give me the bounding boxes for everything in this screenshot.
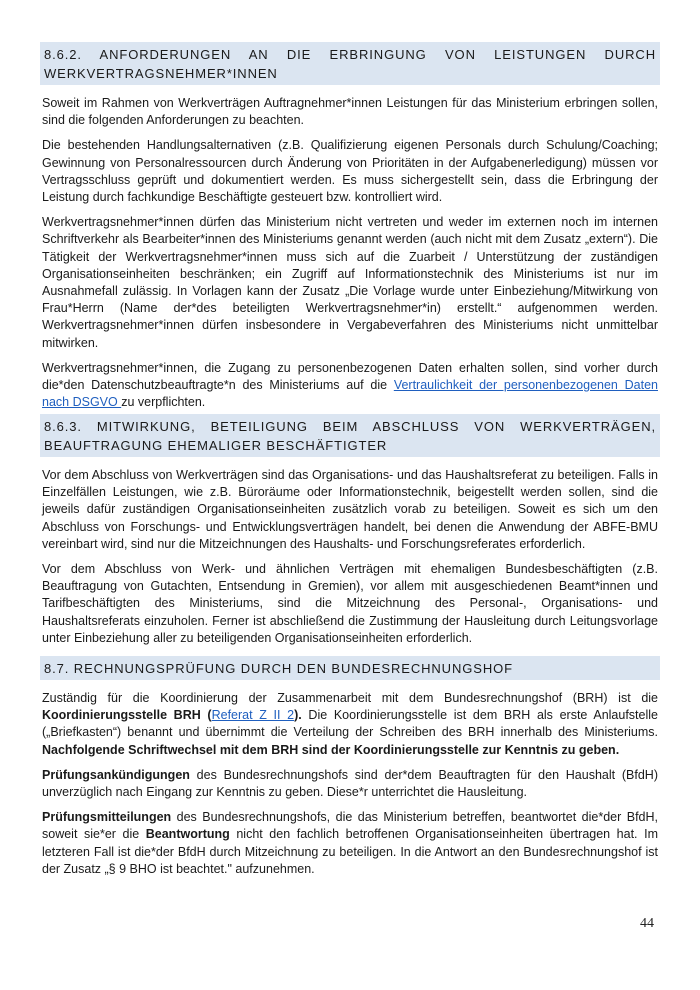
bold-text: Koordinierungsstelle BRH (: [42, 708, 212, 723]
paragraph: Vor dem Abschluss von Werkverträgen sind das Organisations- und das Haushaltsreferat zu beteiligen. Falls in Einzelfällen Leistungen, wie z.B. Büroräume oder Informationstechnik, beigestellt werden sollen, sind die jeweils dafür zuständigen Organisationseinheiten zusätzlich vorab zu beteiligen. Soweit es sich um den Abschluss von Forschungs- und Entwicklungsverträgen handelt, bei denen die Anwendung der ABFE-BMU vereinbart wird, sind nur die Mitzeichnungen des Haushalts- und Forschungsreferates erforderlich.: [42, 468, 658, 551]
paragraph-text: Die Koordinierungsstelle ist dem BRH als erste Anlaufstelle („Briefkasten“) benannt und übernimmt die Verteilung der Schreiben des BRH innerhalb des Ministeriums.: [42, 708, 658, 740]
paragraph: Werkvertragsnehmer*innen dürfen das Ministerium nicht vertreten und weder im externen noch im internen Schriftverkehr als Bearbeiter*innen des Ministeriums genannt werden (auch nicht mit dem Zusatz „extern“). Die Tätigkeit der Werkvertragsnehmer*innen muss sich auf die Zuarbeit / Unterstützung der zuständigen Organisationseinheiten beschränken; ein Zugriff auf Informationstechnik des Ministeriums ist nur im Ausnahmefall zulässig. In Vorlagen kann der Zusatz „Die Vorlage wurde unter Einbeziehung/Mitwirkung von Frau*Herrn (Name der*des beteiligten Werkvertragsnehmer*in) erstellt.“ aufgenommen werden. Werkvertragsnehmer*innen dürfen insbesondere in Vergabeverfahren des Ministeriums nicht unmittelbar mitwirken.: [42, 215, 658, 350]
bold-text: Nachfolgende Schriftwechsel mit dem BRH sind der Koordinierungsstelle zur Kenntnis zu geben.: [42, 742, 620, 757]
bold-text: ).: [294, 708, 302, 723]
section-heading: 8.7. RECHNUNGSPRÜFUNG DURCH DEN BUNDESRECHNUNGSHOF: [40, 656, 660, 680]
paragraph-text: des Bundesrechnungshofs, die das Ministerium betreffen, beantwortet die*der BfdH, soweit sie*er die: [42, 810, 658, 842]
paragraph-text: nicht den fachlich betroffenen Organisationseinheiten übertragen hat. Im letzteren Fall ist die*der BfdH durch Mitzeichnung zu beteiligen. In die Antwort an den Bundesrechnungshof ist der Zusatz „§ 9 BHO ist beachtet." aufzunehmen.: [42, 827, 658, 876]
dsgvo-link[interactable]: Vertraulichkeit der personenbezogenen Daten nach DSGVO: [42, 378, 658, 410]
paragraph: [40, 360, 660, 412]
section-8-7: [40, 656, 660, 878]
section-8-6-3: [40, 414, 660, 647]
section-heading: 8.6.2. ANFORDERUNGEN AN DIE ERBRINGUNG VON LEISTUNGEN DURCH WERKVERTRAGSNEHMER*INNEN: [40, 42, 660, 85]
paragraph-text: Werkvertragsnehmer*innen, die Zugang zu personenbezogenen Daten erhalten sollen, sind vorher durch die*den Datenschutzbeauftragte*n des Ministeriums auf die: [42, 360, 658, 393]
paragraph-text: des Bundesrechnungshofs sind der*dem Beauftragten für den Haushalt (BfdH) unverzüglich nach Eingang zur Kenntnis zu geben. Diese*r unterrichtet die Hausleitung.: [42, 767, 658, 800]
referat-z-ii-2-link[interactable]: Referat Z II 2: [211, 708, 295, 723]
page-number: 44: [640, 916, 654, 931]
paragraph: Die bestehenden Handlungsalternativen (z.B. Qualifizierung eigenen Personals durch Schulung/Coaching; Gewinnung von Personalressourcen durch Änderung von Prioritäten in der Aufgabenerledigung) müssen vor Vertragsschluss geprüft und dokumentiert werden. Es muss sichergestellt sein, dass die Erbringung der Leistung durch fachkundige Beschäftigte gesteuert bzw. kontrolliert wird.: [42, 138, 658, 205]
bold-text: Prüfungsankündigungen: [42, 767, 190, 782]
paragraph-text: Zuständig für die Koordinierung der Zusammenarbeit mit dem Bundesrechnungshof (BRH) ist die: [42, 691, 658, 705]
bold-text: Beantwortung: [145, 827, 230, 842]
paragraph: Vor dem Abschluss von Werk- und ähnlichen Verträgen mit ehemaligen Bundesbeschäftigten (z.B. Beauftragung von Gutachten, Entsendung in Gremien), vor allem mit ausgeschiedenen Beamt*innen und Tarifbeschäftigten des Ministeriums, sind die Mitzeichnung des Personal-, Organisations- und Haushaltsreferats einzuholen. Ferner ist abschließend die Zustimmung der Hausleitung durch Leitungsvorlage unter Einbeziehung aller zu beteiligenden Organisationseinheiten erforderlich.: [42, 562, 658, 645]
paragraph: Soweit im Rahmen von Werkverträgen Auftragnehmer*innen Leistungen für das Ministerium erbringen sollen, sind die folgenden Anforderungen zu beachten.: [42, 96, 658, 128]
paragraph: [40, 809, 660, 878]
bold-text: Prüfungsmitteilungen: [42, 810, 172, 825]
paragraph: [40, 767, 660, 801]
section-8-6-2: [40, 42, 660, 411]
section-heading: 8.6.3. MITWIRKUNG, BETEILIGUNG BEIM ABSCHLUSS VON WERKVERTRÄGEN, BEAUFTRAGUNG EHEMALIGER BESCHÄFTIGTER: [40, 414, 660, 457]
paragraph-text: zu verpflichten.: [121, 395, 206, 410]
paragraph: [40, 690, 660, 759]
